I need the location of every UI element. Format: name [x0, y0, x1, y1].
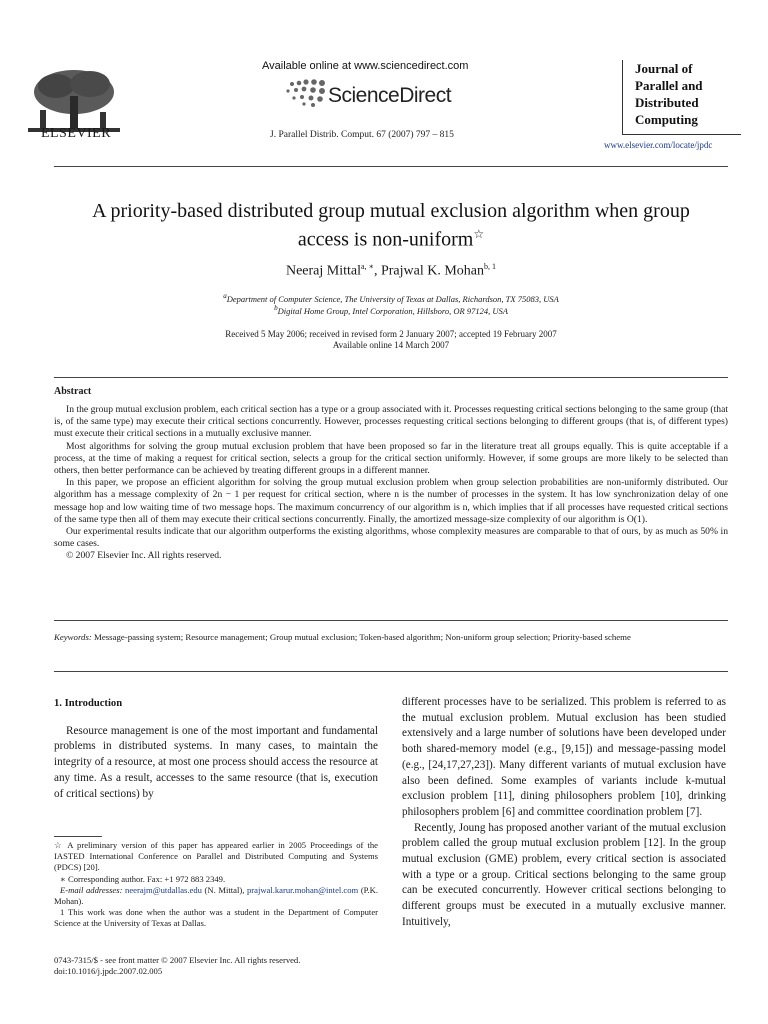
elsevier-wordmark: ELSEVIER [40, 126, 112, 141]
abstract-heading: Abstract [54, 386, 92, 397]
email-link[interactable]: neerajm@utdallas.edu [125, 884, 202, 895]
header-divider [54, 166, 728, 167]
footnote-emails [54, 885, 378, 907]
author-name: Prajwal K. Mohan [380, 263, 485, 279]
abstract-paragraph: In this paper, we propose an efficient algorithm for solving the group mutual exclusion problem when group selection probabilities are non-uniformly distributed. Our algorithm has a message complexity of 2n − 1 per request for critical section, where n is the number of processes in the system. It has low synchronization delay of one message hop and low waiting time of two message hops. The maximum concurrency of our algorithm is n, which implies that if all processes have requested critical sections of the same type then all of them may execute their critical sections concurrently. Finally, the amortized message-size complexity of our algorithm is O(1). [54, 477, 728, 525]
journal-title-line: Journal of [635, 61, 693, 76]
keywords-top-rule [54, 620, 728, 621]
available-online-date: Available online 14 March 2007 [332, 340, 450, 350]
affil-text: Digital Home Group, Intel Corporation, Hillsboro, OR 97124, USA [277, 305, 508, 316]
sciencedirect-dots-icon [282, 78, 328, 108]
journal-title-line: Distributed [635, 95, 699, 110]
section-heading: 1. Introduction [54, 698, 123, 709]
footnote-preliminary: ☆ A preliminary version of this paper has appeared earlier in 2005 Proceedings of the IASTED International Conference on Parallel and Distributed Computing and Systems (PDCS) [20]. [54, 840, 378, 873]
author-affil-mark[interactable]: b, 1 [484, 262, 497, 271]
title-line-1: A priority-based distributed group mutual exclusion algorithm when group [92, 200, 690, 222]
footnote-1: 1 This work was done when the author was a student in the Department of Computer Science at the University of Texas at Dallas. [54, 907, 378, 929]
issn-doi [54, 955, 300, 977]
abstract-paragraph: In the group mutual exclusion problem, each critical section has a type or a group associated with it. Processes requesting critical sections belonging to the same group (that is, of the same type) may execute their critical sections concurrently. However, processes requesting critical sections belonging to different groups (that is, of different types) must execute their critical sections in a mutually exclusive manner. [54, 404, 728, 440]
affil-text: Department of Computer Science, The University of Texas at Dallas, Richardson, TX 75083, USA [226, 293, 559, 304]
received-dates: Received 5 May 2006; received in revised form 2 January 2007; accepted 19 February 2007 [225, 329, 557, 339]
left-column [54, 696, 378, 802]
journal-title-line: Parallel and [635, 78, 703, 93]
affiliation-b [54, 304, 728, 316]
sciencedirect-wordmark: ScienceDirect [328, 84, 452, 107]
abstract-top-rule [54, 377, 728, 378]
footnote-rule [54, 836, 102, 837]
affil-mark: a [223, 292, 227, 300]
author-name: Neeraj Mittal [285, 263, 361, 279]
journal-url-link[interactable]: www.elsevier.com/locate/jpdc [604, 140, 713, 150]
journal-title-line: Computing [635, 112, 698, 127]
email-label: E-mail addresses: [60, 884, 123, 895]
email-link[interactable]: prajwal.karur.mohan@intel.com [246, 884, 359, 895]
author-separator: , [373, 263, 381, 279]
email-owner: (P.K. Mohan). [54, 884, 379, 907]
abstract-paragraph: Our experimental results indicate that our algorithm outperforms the existing algorithms, whose complexity measures are comparable to that of ours, by as much as 50% in some cases. [54, 526, 728, 550]
keywords-bottom-rule [54, 671, 728, 672]
journal-title-box [622, 60, 741, 135]
title-line-2: access is non-uniform [297, 228, 474, 251]
footnotes [54, 840, 378, 930]
abstract-paragraph: Most algorithms for solving the group mutual exclusion problem that have been proposed so far in the literature treat all groups equally. This is quite acceptable if a process, at the time of making a request for critical section, selects a group for the critical section uniformly. However, if some groups are more likely to be selected than others, then better performance can be achieved by treating different groups in a different manner. [54, 440, 728, 477]
available-online-text: Available online at www.sciencedirect.com [262, 60, 469, 72]
article-title [54, 200, 728, 252]
body-paragraph: Recently, Joung has proposed another variant of the mutual exclusion problem called the group mutual exclusion problem [12]. In the group mutual exclusion (GME) problem, every critical section is associated with a type or a group. Critical sections belonging to the same group can be executed concurrently. However critical sections belonging to different groups must be executed in a mutually exclusive manner. Intuitively, [402, 821, 726, 928]
abstract-copyright: © 2007 Elsevier Inc. All rights reserved. [66, 550, 222, 562]
author-affil-mark[interactable]: a, ∗ [360, 262, 374, 271]
body-paragraph: different processes have to be serialized. This problem is referred to as the mutual exclusion problem. Mutual exclusion has been studied extensively and a large number of solutions have been developed under both shared-memory model (e.g., [9,15]) and message-passing model (e.g., [24,17,27,23]). Many different variants of mutual exclusion have also been defined. Some examples of variants include k-mutual exclusion problem [11], dining philosophers problem [10], drinking philosophers problem [6] and committee coordination problem [7]. [402, 696, 726, 818]
keywords [54, 632, 728, 644]
journal-citation: J. Parallel Distrib. Comput. 67 (2007) 797 – 815 [270, 130, 454, 140]
affiliation-a [54, 292, 728, 304]
star-footnote-mark[interactable]: ☆ [473, 227, 485, 241]
affil-mark: b [274, 304, 278, 312]
author-list [54, 262, 728, 280]
doi-line[interactable]: doi:10.1016/j.jpdc.2007.02.005 [54, 966, 163, 977]
abstract-body [54, 404, 728, 563]
right-column [402, 695, 726, 931]
keywords-text: Message-passing system; Resource management; Group mutual exclusion; Token-based algorithm; Non-uniform group selection; Priority-based scheme [91, 632, 631, 642]
email-owner: (N. Mittal), [201, 884, 245, 895]
keywords-label: Keywords: [54, 632, 92, 642]
body-paragraph: Resource management is one of the most important and fundamental problems in distributed systems. In many cases, to maintain the integrity of a resource, at most one process should access the resource at any time. As a result, accesses to the same resource (that is, execution of critical sections) by [54, 724, 379, 800]
footnote-corresponding: ∗ Corresponding author. Fax: +1 972 883 2349. [60, 873, 226, 884]
issn-line: 0743-7315/$ - see front matter © 2007 Elsevier Inc. All rights reserved. [54, 955, 301, 965]
